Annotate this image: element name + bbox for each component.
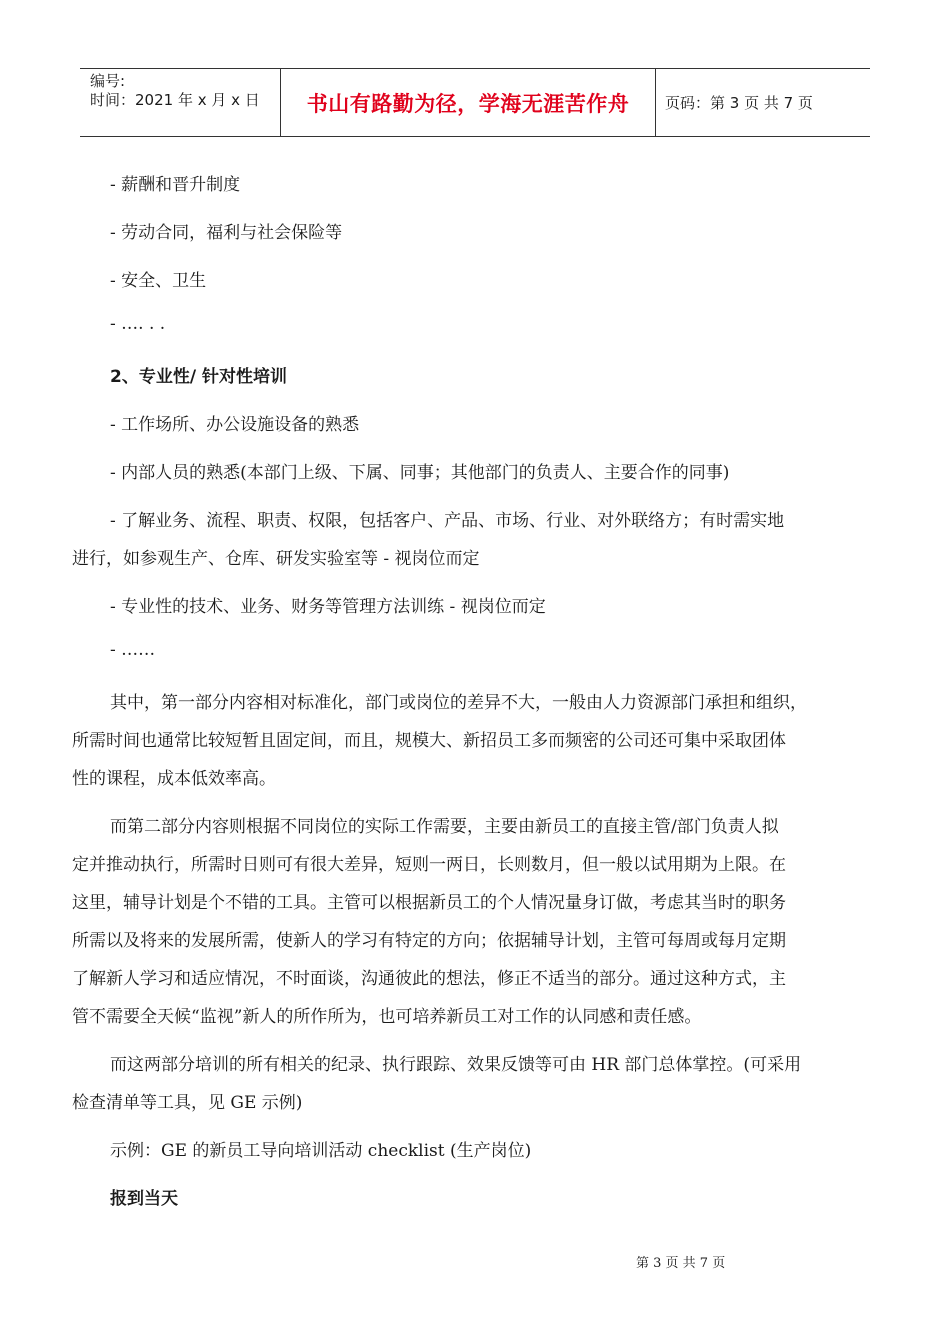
doc-number-label: 编号: — [90, 72, 126, 90]
paragraph-line: 性的课程，成本低效率高。 — [72, 769, 276, 789]
bullet-line: - …… — [110, 640, 156, 660]
bullet-line: - 了解业务、流程、职责、权限，包括客户、产品、市场、行业、对外联络方；有时需实地 — [110, 511, 785, 531]
header-meta — [80, 69, 280, 136]
header-page-indicator: 页码：第 3 页 共 7 页 — [665, 94, 813, 112]
bullet-line-continued: 进行，如参观生产、仓库、研发实验室等 - 视岗位而定 — [72, 549, 480, 569]
page-footer: 第 3 页 共 7 页 — [636, 1256, 726, 1271]
bullet-line: - …. . . — [110, 314, 166, 334]
paragraph-line: 管不需要全天候“监视”新人的所作所为，也可培养新员工对工作的认同感和责任感。 — [72, 1007, 702, 1027]
paragraph-line: 所需时间也通常比较短暂且固定间，而且，规模大、新招员工多而频密的公司还可集中采取团体 — [72, 731, 786, 751]
subsection-heading: 报到当天 — [110, 1189, 178, 1209]
doc-date-label: 时间：2021 年 x 月 x 日 — [90, 91, 260, 109]
page-header — [80, 68, 870, 137]
paragraph-line: 了解新人学习和适应情况，不时面谈，沟通彼此的想法，修正不适当的部分。通过这种方式，主 — [72, 969, 786, 989]
bullet-line: - 薪酬和晋升制度 — [110, 175, 241, 195]
bullet-line: - 安全、卫生 — [110, 271, 207, 291]
header-motto: 书山有路勤为径，学海无涯苦作舟 — [280, 69, 656, 136]
paragraph-line: 所需以及将来的发展所需，使新人的学习有特定的方向；依据辅导计划，主管可每周或每月定期 — [72, 931, 786, 951]
bullet-line: - 劳动合同，福利与社会保险等 — [110, 223, 343, 243]
bullet-line: - 工作场所、办公设施设备的熟悉 — [110, 415, 360, 435]
bullet-line: - 专业性的技术、业务、财务等管理方法训练 - 视岗位而定 — [110, 597, 546, 617]
paragraph-line: 而这两部分培训的所有相关的纪录、执行跟踪、效果反馈等可由 HR 部门总体掌控。(可采用 — [110, 1055, 802, 1075]
paragraph-line: 这里，辅导计划是个不错的工具。主管可以根据新员工的个人情况量身订做，考虑其当时的职务 — [72, 893, 786, 913]
bullet-line: - 内部人员的熟悉(本部门上级、下属、同事；其他部门的负责人、主要合作的同事) — [110, 463, 730, 483]
example-caption: 示例：GE 的新员工导向培训活动 checklist (生产岗位) — [110, 1141, 532, 1161]
paragraph-line: 其中，第一部分内容相对标准化，部门或岗位的差异不大，一般由人力资源部门承担和组织， — [110, 693, 807, 713]
paragraph-line: 定并推动执行，所需时日则可有很大差异，短则一两日，长则数月，但一般以试用期为上限。在 — [72, 855, 786, 875]
paragraph-line: 而第二部分内容则根据不同岗位的实际工作需要，主要由新员工的直接主管/部门负责人拟 — [110, 817, 779, 837]
paragraph-line: 检查清单等工具，见 GE 示例) — [72, 1093, 303, 1113]
section-heading: 2、专业性/ 针对性培训 — [110, 367, 287, 387]
